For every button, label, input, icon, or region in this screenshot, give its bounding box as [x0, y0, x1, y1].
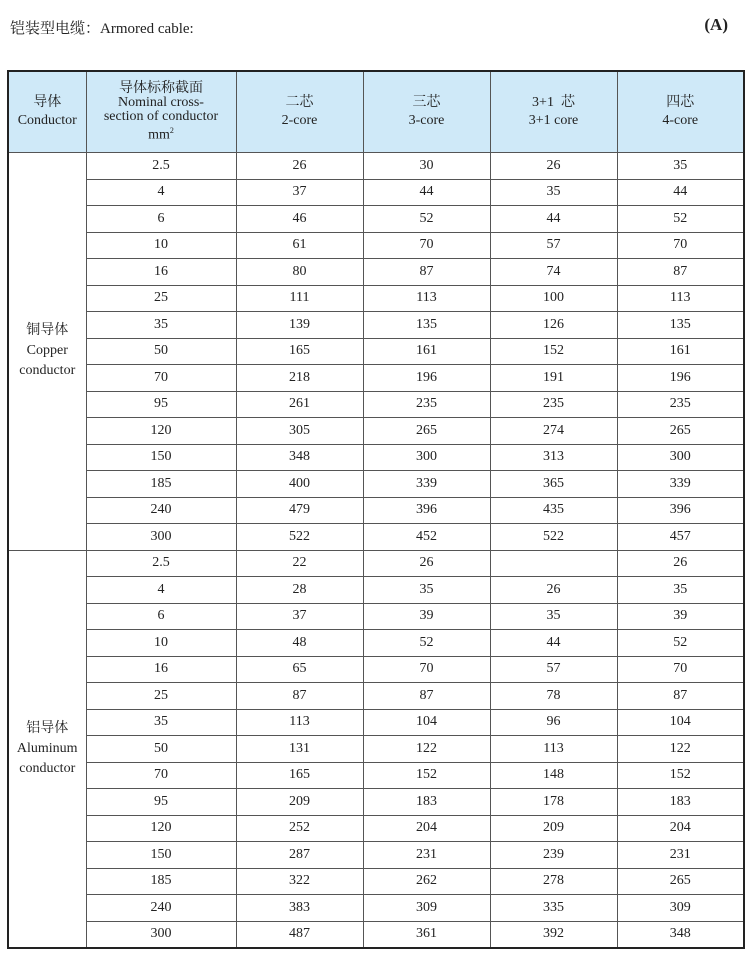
cell-cross-section: 50	[86, 338, 236, 365]
cell-cross-section: 10	[86, 232, 236, 259]
cell-value: 52	[363, 206, 490, 233]
cell-value: 348	[236, 444, 363, 471]
group-label: 铝导体	[26, 720, 69, 736]
col-header-3plus1core	[490, 71, 617, 153]
group-label: Copper	[26, 343, 68, 359]
cell-value: 265	[617, 868, 744, 895]
cell-value: 309	[617, 895, 744, 922]
table-row	[8, 179, 744, 206]
cell-value: 131	[236, 736, 363, 763]
cell-cross-section: 50	[86, 736, 236, 763]
cell-value: 300	[617, 444, 744, 471]
cell-cross-section: 6	[86, 603, 236, 630]
cell-cross-section: 240	[86, 895, 236, 922]
table-row	[8, 391, 744, 418]
table-row	[8, 153, 744, 180]
cell-value: 70	[363, 232, 490, 259]
col-header-conductor-cn: 导体	[33, 95, 62, 110]
cell-value: 287	[236, 842, 363, 869]
cell-cross-section: 16	[86, 259, 236, 286]
cell-value: 265	[363, 418, 490, 445]
cell-value: 26	[617, 550, 744, 577]
cell-value: 104	[363, 709, 490, 736]
cell-value: 239	[490, 842, 617, 869]
col-header-4core-cn: 四芯	[666, 95, 695, 110]
cell-value: 165	[236, 338, 363, 365]
col-header-4core	[617, 71, 744, 153]
table-row	[8, 365, 744, 392]
table-row	[8, 603, 744, 630]
cell-value: 52	[363, 630, 490, 657]
cell-value: 57	[490, 232, 617, 259]
cell-value: 70	[617, 232, 744, 259]
cell-value: 161	[363, 338, 490, 365]
cell-value: 44	[490, 630, 617, 657]
cell-cross-section: 2.5	[86, 153, 236, 180]
cell-cross-section: 95	[86, 789, 236, 816]
col-header-nominal-cn: 导体标称截面	[119, 80, 203, 96]
cell-value: 278	[490, 868, 617, 895]
cell-cross-section: 150	[86, 842, 236, 869]
col-header-2core-cn: 二芯	[285, 95, 314, 110]
cell-value: 35	[490, 179, 617, 206]
cell-value: 35	[490, 603, 617, 630]
cell-value: 165	[236, 762, 363, 789]
cell-value: 361	[363, 921, 490, 948]
cell-value: 183	[617, 789, 744, 816]
cell-value: 204	[363, 815, 490, 842]
cell-value: 300	[363, 444, 490, 471]
table-row	[8, 842, 744, 869]
table-label: (A)	[704, 15, 728, 34]
cell-value: 104	[617, 709, 744, 736]
cell-value: 135	[617, 312, 744, 339]
table-row	[8, 285, 744, 312]
group-label: Aluminum	[16, 740, 78, 756]
cell-cross-section: 150	[86, 444, 236, 471]
cell-value: 152	[363, 762, 490, 789]
col-header-3plus1core-en: 3+1 core	[528, 113, 579, 128]
cell-value: 209	[236, 789, 363, 816]
group-label: 铜导体	[26, 323, 69, 339]
cell-value: 152	[490, 338, 617, 365]
cell-value: 209	[490, 815, 617, 842]
group-copper-conductor	[8, 153, 86, 551]
armored-cable-table	[7, 70, 745, 949]
cell-cross-section: 35	[86, 709, 236, 736]
cell-value: 87	[617, 683, 744, 710]
cell-value: 218	[236, 365, 363, 392]
col-header-nominal	[86, 71, 236, 153]
table-row	[8, 497, 744, 524]
cell-cross-section: 240	[86, 497, 236, 524]
cell-value: 262	[363, 868, 490, 895]
table-row	[8, 259, 744, 286]
col-header-3core-en: 3-core	[408, 113, 445, 128]
cell-value: 113	[617, 285, 744, 312]
cell-value: 365	[490, 471, 617, 498]
cell-cross-section: 6	[86, 206, 236, 233]
table-row	[8, 762, 744, 789]
col-header-nominal-unit: $mm^2$	[148, 125, 174, 143]
cell-value: 452	[363, 524, 490, 551]
cell-value: 28	[236, 577, 363, 604]
cell-value: 74	[490, 259, 617, 286]
cell-cross-section: 185	[86, 868, 236, 895]
table-row	[8, 630, 744, 657]
page-title: 铠装型电缆：Armored cable:	[10, 21, 194, 37]
table-row	[8, 206, 744, 233]
cell-value: 70	[617, 656, 744, 683]
cell-value: 113	[490, 736, 617, 763]
cell-value: 37	[236, 603, 363, 630]
cell-value: 113	[363, 285, 490, 312]
cell-value	[490, 550, 617, 577]
cell-value: 235	[363, 391, 490, 418]
cell-cross-section: 95	[86, 391, 236, 418]
cell-value: 26	[236, 153, 363, 180]
cell-value: 435	[490, 497, 617, 524]
group-label: conductor	[19, 363, 76, 379]
cell-value: 400	[236, 471, 363, 498]
table-row	[8, 868, 744, 895]
col-header-3core-cn: 三芯	[412, 95, 441, 110]
cell-value: 322	[236, 868, 363, 895]
cell-value: 87	[363, 683, 490, 710]
cell-cross-section: 25	[86, 285, 236, 312]
cell-value: 335	[490, 895, 617, 922]
cell-value: 52	[617, 206, 744, 233]
cell-value: 113	[236, 709, 363, 736]
cell-value: 48	[236, 630, 363, 657]
cell-cross-section: 300	[86, 524, 236, 551]
table-row	[8, 471, 744, 498]
cell-value: 261	[236, 391, 363, 418]
table-row	[8, 921, 744, 948]
cell-value: 139	[236, 312, 363, 339]
cell-value: 204	[617, 815, 744, 842]
cell-value: 26	[363, 550, 490, 577]
table-row	[8, 444, 744, 471]
cell-cross-section: 35	[86, 312, 236, 339]
cell-value: 78	[490, 683, 617, 710]
cell-value: 37	[236, 179, 363, 206]
cell-value: 126	[490, 312, 617, 339]
cell-value: 309	[363, 895, 490, 922]
cell-cross-section: 70	[86, 365, 236, 392]
cell-value: 396	[363, 497, 490, 524]
cell-cross-section: 2.5	[86, 550, 236, 577]
cell-value: 148	[490, 762, 617, 789]
cell-value: 96	[490, 709, 617, 736]
cell-value: 87	[236, 683, 363, 710]
table-row	[8, 709, 744, 736]
table-row	[8, 550, 744, 577]
table-row	[8, 577, 744, 604]
cell-value: 339	[617, 471, 744, 498]
table-row	[8, 815, 744, 842]
cell-cross-section: 16	[86, 656, 236, 683]
table-row	[8, 524, 744, 551]
cell-cross-section: 25	[86, 683, 236, 710]
cell-value: 305	[236, 418, 363, 445]
group-aluminum-conductor	[8, 550, 86, 948]
cell-value: 339	[363, 471, 490, 498]
cell-value: 396	[617, 497, 744, 524]
col-header-3core	[363, 71, 490, 153]
cell-cross-section: 185	[86, 471, 236, 498]
table-row	[8, 895, 744, 922]
cell-cross-section: 120	[86, 418, 236, 445]
cell-value: 111	[236, 285, 363, 312]
cell-value: 457	[617, 524, 744, 551]
cell-value: 65	[236, 656, 363, 683]
cell-value: 522	[236, 524, 363, 551]
cell-value: 39	[363, 603, 490, 630]
cell-cross-section: 4	[86, 179, 236, 206]
cell-value: 522	[490, 524, 617, 551]
cell-value: 26	[490, 153, 617, 180]
col-header-conductor-en: Conductor	[17, 113, 77, 128]
cell-value: 313	[490, 444, 617, 471]
cell-value: 22	[236, 550, 363, 577]
table-header-row	[8, 71, 744, 153]
cell-value: 70	[363, 656, 490, 683]
cell-value: 61	[236, 232, 363, 259]
cell-value: 392	[490, 921, 617, 948]
col-header-conductor	[8, 71, 86, 153]
col-header-2core	[236, 71, 363, 153]
col-header-3plus1core-cn: 3+1 芯	[532, 95, 575, 110]
cell-value: 122	[363, 736, 490, 763]
table-row	[8, 656, 744, 683]
cell-cross-section: 10	[86, 630, 236, 657]
cell-value: 348	[617, 921, 744, 948]
cell-value: 87	[363, 259, 490, 286]
cell-value: 26	[490, 577, 617, 604]
table-body	[8, 153, 744, 949]
cell-value: 183	[363, 789, 490, 816]
cell-value: 479	[236, 497, 363, 524]
cell-value: 52	[617, 630, 744, 657]
cell-value: 44	[617, 179, 744, 206]
cell-value: 135	[363, 312, 490, 339]
cell-value: 196	[617, 365, 744, 392]
cell-value: 87	[617, 259, 744, 286]
cell-value: 35	[617, 153, 744, 180]
cell-value: 30	[363, 153, 490, 180]
table-row	[8, 338, 744, 365]
cell-value: 487	[236, 921, 363, 948]
cell-value: 252	[236, 815, 363, 842]
table-row	[8, 232, 744, 259]
cell-value: 44	[363, 179, 490, 206]
cell-value: 235	[617, 391, 744, 418]
group-label: conductor	[19, 760, 76, 776]
cell-value: 80	[236, 259, 363, 286]
cell-value: 35	[363, 577, 490, 604]
col-header-nominal-en1: Nominal cross-	[118, 94, 204, 110]
col-header-nominal-en2: section of conductor	[103, 108, 219, 124]
cell-value: 231	[363, 842, 490, 869]
cell-value: 46	[236, 206, 363, 233]
cell-value: 196	[363, 365, 490, 392]
cell-cross-section: 300	[86, 921, 236, 948]
cell-value: 191	[490, 365, 617, 392]
col-header-2core-en: 2-core	[281, 113, 318, 128]
cell-value: 231	[617, 842, 744, 869]
cell-value: 39	[617, 603, 744, 630]
cell-cross-section: 70	[86, 762, 236, 789]
table-row	[8, 312, 744, 339]
table-row	[8, 683, 744, 710]
col-header-4core-en: 4-core	[662, 113, 699, 128]
cell-value: 235	[490, 391, 617, 418]
table-row	[8, 736, 744, 763]
cell-value: 178	[490, 789, 617, 816]
cell-cross-section: 4	[86, 577, 236, 604]
cell-cross-section: 120	[86, 815, 236, 842]
cell-value: 122	[617, 736, 744, 763]
cell-value: 265	[617, 418, 744, 445]
cell-value: 152	[617, 762, 744, 789]
cell-value: 35	[617, 577, 744, 604]
table-row	[8, 418, 744, 445]
cell-value: 161	[617, 338, 744, 365]
cell-value: 100	[490, 285, 617, 312]
cell-value: 383	[236, 895, 363, 922]
cell-value: 44	[490, 206, 617, 233]
cell-value: 274	[490, 418, 617, 445]
cell-value: 57	[490, 656, 617, 683]
table-row	[8, 789, 744, 816]
